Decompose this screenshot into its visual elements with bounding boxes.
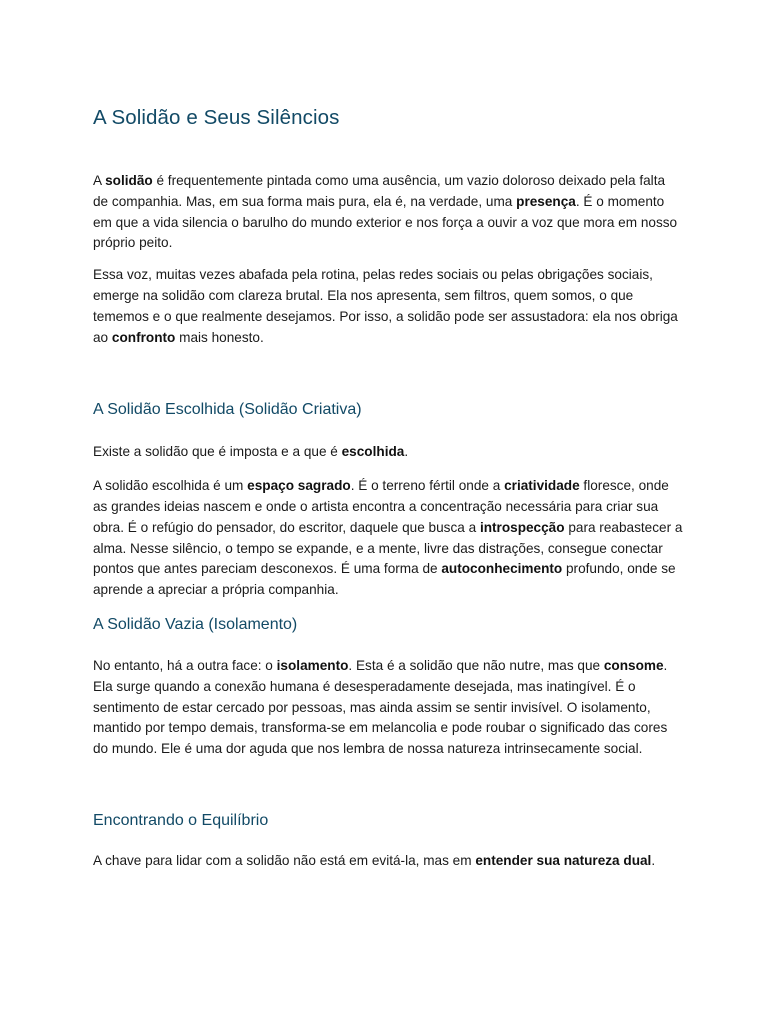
- text-span: profundo, onde se aprende a apreciar a própria companhia.: [93, 561, 676, 598]
- text-span: . Esta é a solidão que não nutre, mas que: [348, 657, 604, 673]
- emphasis-autoconhecimento: autoconhecimento: [441, 561, 563, 577]
- emphasis-solidao: solidão: [105, 173, 153, 188]
- emphasis-consome: consome: [603, 657, 664, 673]
- emphasis-escolhida: escolhida: [341, 444, 405, 460]
- chosen-paragraph-1: [93, 442, 683, 463]
- emphasis-criatividade: criatividade: [504, 478, 580, 494]
- text-span: floresce, onde as grandes ideias nascem e onde o artista encontra a concentração necessária para criar sua obra. É o refúgio do pensador, do escritor, daquele que busca a: [93, 478, 669, 535]
- emphasis-isolamento: isolamento: [276, 657, 349, 673]
- text-span: Essa voz, muitas vezes abafada pela rotina, pelas redes sociais ou pelas obrigações sociais, emerge na solidão com clareza brutal. Ela nos apresenta, sem filtros, quem somos, o que tememos e o que realmente desejamos. Por isso, a solidão pode ser assustadora: ela nos obriga ao: [93, 267, 678, 345]
- text-span: A chave para lidar com a solidão não está em evitá-la, mas em: [93, 852, 476, 868]
- empty-paragraph-1: [93, 656, 683, 760]
- balance-paragraph-1: [93, 851, 683, 872]
- text-span: A solidão escolhida é um: [93, 478, 248, 494]
- text-span: A: [93, 173, 106, 188]
- text-span: é frequentemente pintada como uma ausência, um vazio doloroso deixado pela falta de companhia. Mas, em sua forma mais pura, ela é, na verdade, uma: [93, 173, 666, 209]
- document-body: [93, 100, 683, 872]
- text-span: . Ela surge quando a conexão humana é desesperadamente desejada, mas inatingível. É o sentimento de estar cercado por pessoas, mas ainda assim se sentir invisível. O isolamento, mantido por tempo demais, transforma-se em melancolia e pode roubar o significado das cores do mundo. Ele é uma dor aguda que nos lembra de nossa natureza intrinsecamente social.: [93, 657, 668, 757]
- text-span: para reabastecer a alma. Nesse silêncio, o tempo se expande, e a mente, livre das distrações, consegue conectar pontos que antes pareciam desconexos. É uma forma de: [93, 519, 683, 577]
- emphasis-espaco-sagrado: espaço sagrado: [247, 478, 351, 494]
- emphasis-confronto: confronto: [111, 329, 176, 345]
- document-title: A Solidão e Seus Silêncios: [93, 106, 340, 129]
- text-span: No entanto, há a outra face: o: [93, 657, 277, 673]
- text-span: mais honesto.: [175, 329, 264, 345]
- text-span: .: [404, 444, 409, 460]
- intro-paragraph-2: [93, 265, 683, 348]
- text-span: .: [651, 852, 656, 868]
- emphasis-introspeccao: introspecção: [479, 519, 565, 535]
- text-span: Existe a solidão que é imposta e a que é: [93, 444, 342, 460]
- section-heading-chosen: A Solidão Escolhida (Solidão Criativa): [93, 401, 362, 419]
- text-span: . É o terreno fértil onde a: [350, 478, 505, 494]
- text-span: . É o momento em que a vida silencia o barulho do mundo exterior e nos força a ouvir a voz que mora em nosso próprio peito.: [93, 193, 678, 251]
- emphasis-presenca: presença: [516, 193, 576, 209]
- chosen-paragraph-2: [93, 476, 683, 601]
- section-heading-empty: A Solidão Vazia (Isolamento): [93, 615, 298, 633]
- section-heading-balance: Encontrando o Equilíbrio: [93, 811, 269, 829]
- emphasis-natureza-dual: entender sua natureza dual: [475, 852, 652, 868]
- intro-paragraph-1: [93, 171, 683, 254]
